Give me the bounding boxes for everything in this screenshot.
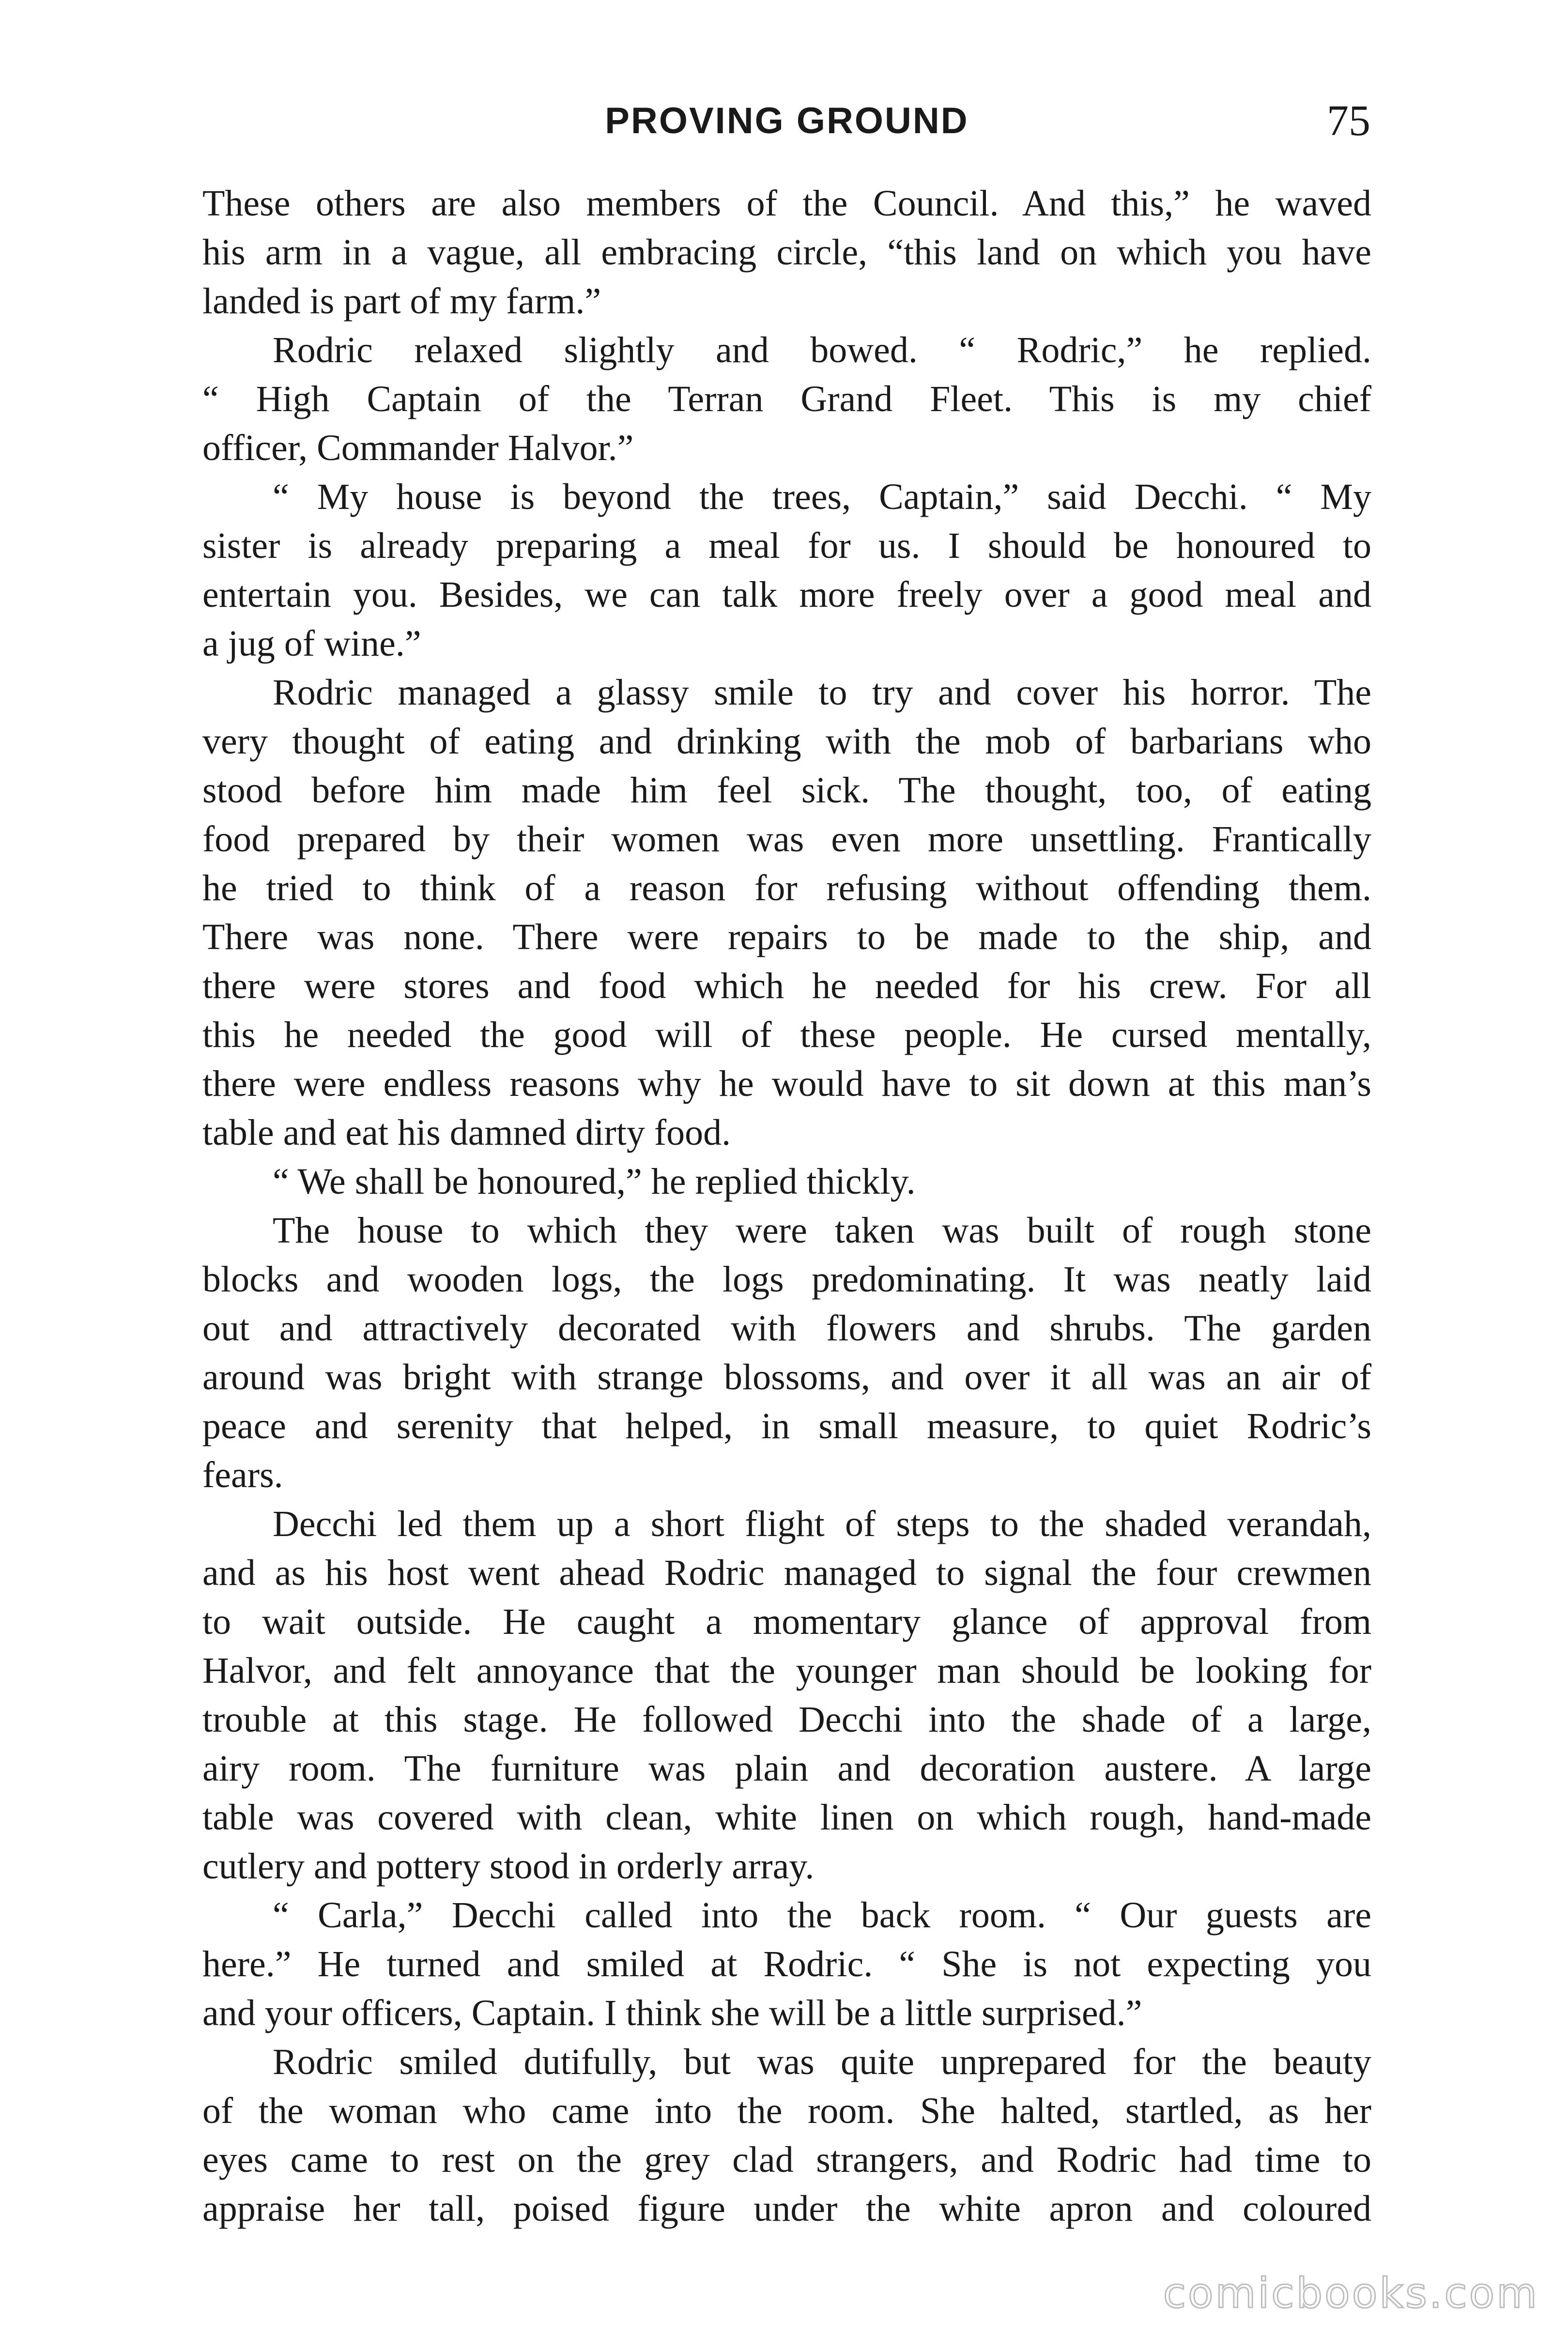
text-line: “ High Captain of the Terran Grand Fleet. This is my chief xyxy=(202,379,1371,419)
text-line: fears. xyxy=(202,1455,283,1495)
text-line: he tried to think of a reason for refusing without offending them. xyxy=(202,868,1371,908)
text-line: of the woman who came into the room. She halted, startled, as her xyxy=(202,2091,1371,2131)
text-line: here.” He turned and smiled at Rodric. “ She is not expecting you xyxy=(202,1944,1371,1984)
text-line: officer, Commander Halvor.” xyxy=(202,428,634,468)
text-line: airy room. The furniture was plain and decoration austere. A large xyxy=(202,1748,1371,1789)
text-line: and your officers, Captain. I think she will be a little surprised.” xyxy=(202,1993,1142,2033)
text-line: this he needed the good will of these people. He cursed mentally, xyxy=(202,1015,1371,1055)
text-line: The house to which they were taken was built of rough stone xyxy=(273,1210,1371,1251)
text-line: sister is already preparing a meal for us. I should be honoured to xyxy=(202,525,1371,566)
text-line: Decchi led them up a short flight of steps to the shaded verandah, xyxy=(273,1504,1371,1544)
text-line: and as his host went ahead Rodric managed to signal the four crewmen xyxy=(202,1553,1371,1593)
text-line: There was none. There were repairs to be made to the ship, and xyxy=(202,917,1371,957)
text-line: cutlery and pottery stood in orderly array. xyxy=(202,1846,815,1887)
text-line: there were endless reasons why he would have to sit down at this man’s xyxy=(202,1063,1371,1104)
text-line: around was bright with strange blossoms, and over it all was an air of xyxy=(202,1357,1371,1398)
text-line: “ Carla,” Decchi called into the back room. “ Our guests are xyxy=(273,1895,1371,1936)
page-number: 75 xyxy=(1327,97,1370,145)
text-line: table was covered with clean, white linen on which rough, hand-made xyxy=(202,1797,1371,1838)
text-line: peace and serenity that helped, in small measure, to quiet Rodric’s xyxy=(202,1406,1371,1446)
text-line: eyes came to rest on the grey clad strangers, and Rodric had time to xyxy=(202,2139,1371,2180)
text-line: “ We shall be honoured,” he replied thickly. xyxy=(273,1161,916,1202)
running-title: PROVING GROUND xyxy=(605,100,969,141)
text-line: there were stores and food which he needed for his crew. For all xyxy=(202,966,1371,1006)
text-line: out and attractively decorated with flowers and shrubs. The garden xyxy=(202,1308,1371,1349)
text-line: Halvor, and felt annoyance that the younger man should be looking for xyxy=(202,1650,1371,1691)
text-line: Rodric smiled dutifully, but was quite unprepared for the beauty xyxy=(273,2042,1371,2082)
text-line: food prepared by their women was even more unsettling. Frantically xyxy=(202,819,1371,860)
watermark: comicbooks.com xyxy=(1163,2269,1539,2318)
text-line: landed is part of my farm.” xyxy=(202,281,601,322)
text-line: entertain you. Besides, we can talk more freely over a good meal and xyxy=(202,574,1371,615)
text-line: Rodric managed a glassy smile to try and cover his horror. The xyxy=(273,672,1371,713)
running-head xyxy=(203,92,1370,150)
body-text xyxy=(202,179,1371,2233)
text-line: to wait outside. He caught a momentary glance of approval from xyxy=(202,1601,1371,1642)
text-line: a jug of wine.” xyxy=(202,623,421,664)
text-line: trouble at this stage. He followed Decchi into the shade of a large, xyxy=(202,1699,1371,1740)
text-line: stood before him made him feel sick. The thought, too, of eating xyxy=(202,770,1371,811)
text-line: blocks and wooden logs, the logs predominating. It was neatly laid xyxy=(202,1259,1371,1300)
text-line: appraise her tall, poised figure under the white apron and coloured xyxy=(202,2188,1371,2229)
text-line: “ My house is beyond the trees, Captain,” said Decchi. “ My xyxy=(273,477,1371,517)
text-line: his arm in a vague, all embracing circle, “this land on which you have xyxy=(202,232,1371,273)
text-line: table and eat his damned dirty food. xyxy=(202,1112,731,1153)
text-line: very thought of eating and drinking with the mob of barbarians who xyxy=(202,721,1371,762)
text-line: These others are also members of the Council. And this,” he waved xyxy=(202,183,1371,224)
text-line: Rodric relaxed slightly and bowed. “ Rodric,” he replied. xyxy=(273,330,1371,370)
